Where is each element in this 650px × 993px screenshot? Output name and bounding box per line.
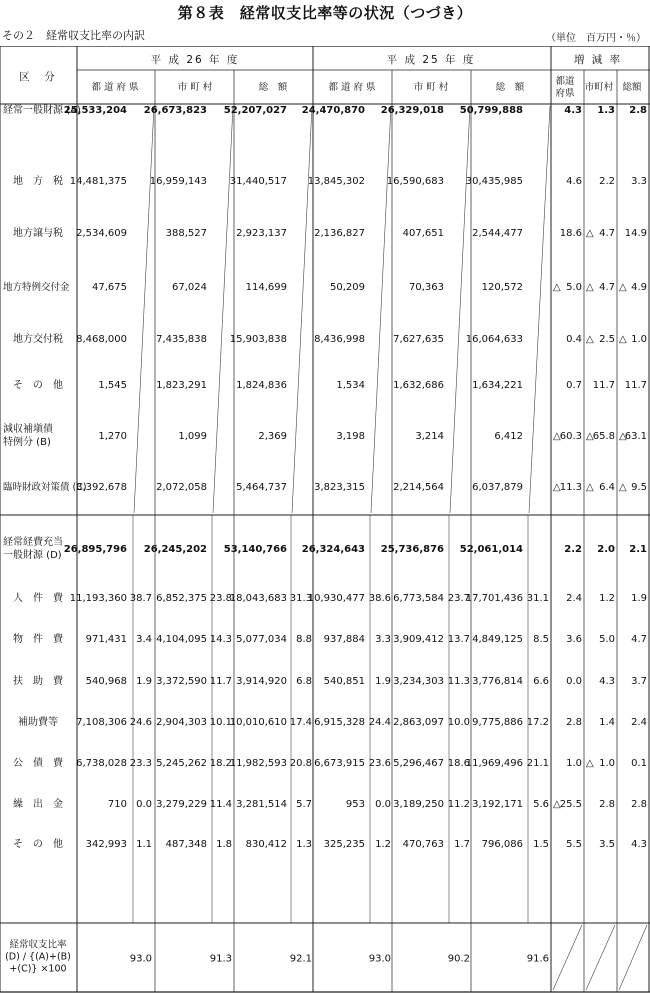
change-value: 1.4 [599,717,615,728]
change-value: 9.5 [631,482,647,493]
header-h26-pref: 都 道 府 県 [91,82,139,93]
ratio-value: 91.3 [209,953,232,965]
pct-cell: 24.4 [368,717,391,728]
pct-cell: 17.2 [526,717,549,728]
change-value: 60.3 [559,431,582,442]
amount-cell: 31,440,517 [229,176,287,187]
amount-cell: 17,701,436 [465,593,523,604]
pct-cell: 1.1 [136,839,152,850]
pct-cell: 1.9 [375,676,391,687]
change-sign: △ [586,482,594,493]
pct-cell: 6.6 [533,676,549,687]
pct-cell: 23.8 [209,593,232,604]
amount-cell: 1,824,836 [236,380,287,391]
amount-cell: 114,699 [245,282,287,293]
amount-cell: 25,736,876 [380,544,444,555]
change-value: 4.7 [599,228,615,239]
amount-cell: 3,214 [415,431,444,442]
amount-cell: 5,296,467 [393,758,444,769]
amount-cell: 11,969,496 [465,758,523,769]
change-value: 2.0 [597,544,615,555]
row-label: 補助費等 [18,717,58,728]
amount-cell: 2,369 [258,431,287,442]
amount-cell: 70,363 [409,282,444,293]
pct-cell: 23.6 [368,758,391,769]
amount-cell: 7,435,838 [156,334,207,345]
amount-cell: 2,214,564 [393,482,444,493]
table-subtitle: その２ 経常収支比率の内訳 [2,29,145,42]
ratio-label: +(C)} ×100 [9,963,67,975]
change-value: 2.8 [566,717,582,728]
change-value: 6.4 [599,482,615,493]
header-change-muni: 市町村 [584,82,614,93]
ratio-breakdown-table [0,46,650,993]
change-sign: △ [586,228,594,239]
pct-cell: 21.1 [526,758,549,769]
amount-cell: 2,863,097 [393,717,444,728]
amount-cell: 2,136,827 [314,228,365,239]
ratio-value: 92.1 [289,953,312,965]
row-label: 特例分 (B) [3,437,51,448]
change-value: 2.8 [599,799,615,810]
amount-cell: 796,086 [481,839,523,850]
amount-cell: 3,914,920 [236,676,287,687]
pct-cell: 11.2 [447,799,470,810]
row-label: 地 方 税 [13,176,63,187]
amount-cell: 1,632,686 [393,380,444,391]
amount-cell: 6,915,328 [314,717,365,728]
row-label: 経常経費充当 [3,537,63,548]
pct-cell: 10.0 [447,717,470,728]
change-sign: △ [619,334,627,345]
change-value: 18.6 [559,228,582,239]
amount-cell: 52,207,027 [223,105,287,116]
row-label: そ の 他 [13,380,63,391]
pct-cell: 23.7 [447,593,470,604]
pct-cell: 8.8 [296,634,312,645]
amount-cell: 6,673,915 [314,758,365,769]
pct-cell: 8.5 [533,634,549,645]
amount-cell: 953 [345,799,365,810]
amount-cell: 15,903,838 [229,334,287,345]
amount-cell: 1,545 [98,380,127,391]
amount-cell: 830,412 [245,839,287,850]
header-h26-total: 総 額 [258,82,288,93]
row-label: 地方譲与税 [13,228,63,239]
change-value: 4.6 [566,176,582,187]
pct-cell: 1.7 [454,839,470,850]
pct-cell: 38.6 [368,593,391,604]
row-label: 繰 出 金 [13,799,63,810]
change-value: 1.2 [599,593,615,604]
amount-cell: 3,392,678 [76,482,127,493]
header-change-pref-2: 府県 [555,88,575,99]
amount-cell: 3,776,814 [472,676,523,687]
pct-cell: 18.6 [447,758,470,769]
amount-cell: 8,468,000 [76,334,127,345]
pct-cell: 1.2 [375,839,391,850]
amount-cell: 1,823,291 [156,380,207,391]
change-value: 5.0 [566,282,582,293]
change-value: 2.4 [631,717,647,728]
row-label: 経常一般財源 (A) [3,105,81,116]
amount-cell: 6,738,028 [76,758,127,769]
amount-cell: 53,140,766 [223,544,287,555]
pct-cell: 24.6 [129,717,152,728]
change-sign: △ [553,431,561,442]
pct-cell: 14.3 [209,634,232,645]
pct-cell: 1.8 [216,839,232,850]
change-sign: △ [586,758,594,769]
header-h25-total: 総 額 [495,82,525,93]
change-sign: △ [619,282,627,293]
change-value: 2.4 [566,593,582,604]
amount-cell: 6,773,584 [393,593,444,604]
amount-cell: 5,464,737 [236,482,287,493]
amount-cell: 10,930,477 [307,593,365,604]
ratio-label: (D) / {(A)+(B) [5,951,71,963]
row-label: 公 債 費 [13,758,63,769]
amount-cell: 2,923,137 [236,228,287,239]
amount-cell: 26,673,823 [143,105,207,116]
change-value: 5.5 [566,839,582,850]
change-value: 11.3 [559,482,582,493]
pct-cell: 20.8 [289,758,312,769]
pct-cell: 10.1 [209,717,232,728]
ratio-value: 93.0 [368,953,391,965]
pct-cell: 0.0 [136,799,152,810]
change-value: 3.3 [631,176,647,187]
ratio-label: 経常収支比率 [9,939,67,951]
amount-cell: 16,590,683 [386,176,444,187]
amount-cell: 7,108,306 [76,717,127,728]
change-value: 2.1 [629,544,647,555]
amount-cell: 5,077,034 [236,634,287,645]
amount-cell: 52,061,014 [459,544,523,555]
amount-cell: 26,329,018 [380,105,444,116]
row-label: 減収補塡債 [3,424,53,435]
change-value: 1.3 [597,105,615,116]
amount-cell: 4,849,125 [472,634,523,645]
amount-cell: 3,372,590 [156,676,207,687]
change-value: 3.7 [631,676,647,687]
change-value: 2.2 [564,544,582,555]
ratio-value: 91.6 [526,953,549,965]
change-value: 0.0 [566,676,582,687]
pct-cell: 1.9 [136,676,152,687]
amount-cell: 3,909,412 [393,634,444,645]
change-value: 1.0 [566,758,582,769]
row-label: 一般財源 (D) [3,550,62,561]
change-sign: △ [586,431,594,442]
pct-cell: 0.0 [375,799,391,810]
amount-cell: 7,627,635 [393,334,444,345]
change-value: 4.3 [631,839,647,850]
amount-cell: 710 [107,799,127,810]
change-value: 1.0 [599,758,615,769]
amount-cell: 540,851 [323,676,365,687]
change-value: 0.4 [566,334,582,345]
pct-cell: 11.3 [447,676,470,687]
amount-cell: 2,544,477 [472,228,523,239]
header-change: 増 減 率 [573,54,623,66]
table-title: 第８表 経常収支比率等の状況（つづき） [177,4,473,22]
row-label: そ の 他 [13,839,63,850]
row-label: 地方特例交付金 [3,282,70,293]
pct-cell: 3.3 [375,634,391,645]
pct-cell: 5.7 [296,799,312,810]
pct-cell: 1.3 [296,839,312,850]
change-sign: △ [619,431,627,442]
amount-cell: 5,245,262 [156,758,207,769]
change-value: 2.8 [629,105,647,116]
amount-cell: 120,572 [481,282,523,293]
change-sign: △ [586,282,594,293]
change-sign: △ [586,334,594,345]
amount-cell: 4,104,095 [156,634,207,645]
row-label: 臨時財政対策債 (C) [3,482,87,493]
change-value: 4.9 [631,282,647,293]
pct-cell: 31.1 [526,593,549,604]
pct-cell: 31.3 [289,593,312,604]
amount-cell: 2,904,303 [156,717,207,728]
change-value: 0.7 [566,380,582,391]
ratio-value: 93.0 [129,953,152,965]
amount-cell: 3,279,229 [156,799,207,810]
header-h26: 平 成 26 年 度 [150,54,240,66]
change-value: 4.3 [564,105,582,116]
amount-cell: 3,823,315 [314,482,365,493]
pct-cell: 13.7 [447,634,470,645]
change-value: 3.6 [566,634,582,645]
amount-cell: 3,281,514 [236,799,287,810]
amount-cell: 2,534,609 [76,228,127,239]
amount-cell: 3,234,303 [393,676,444,687]
change-value: 4.3 [599,676,615,687]
amount-cell: 11,982,593 [229,758,287,769]
change-value: 11.7 [624,380,647,391]
unit-note: （単位 百万円・％） [546,33,646,44]
amount-cell: 16,959,143 [149,176,207,187]
amount-cell: 13,845,302 [307,176,365,187]
row-label: 物 件 費 [13,634,63,645]
change-sign: △ [553,282,561,293]
change-value: 3.5 [599,839,615,850]
amount-cell: 30,435,985 [465,176,523,187]
pct-cell: 23.3 [129,758,152,769]
header-kubun: 区 分 [19,71,57,83]
pct-cell: 5.6 [533,799,549,810]
change-value: 4.7 [631,634,647,645]
amount-cell: 25,533,204 [63,105,127,116]
amount-cell: 3,189,250 [393,799,444,810]
header-h25-muni: 市 町 村 [413,82,449,93]
amount-cell: 1,270 [98,431,127,442]
amount-cell: 24,470,870 [301,105,365,116]
amount-cell: 10,010,610 [229,717,287,728]
amount-cell: 1,099 [178,431,207,442]
header-change-total: 総額 [622,82,642,93]
header-h26-muni: 市 町 村 [177,82,213,93]
amount-cell: 50,209 [330,282,365,293]
change-value: 0.1 [631,758,647,769]
amount-cell: 47,675 [92,282,127,293]
amount-cell: 6,037,879 [472,482,523,493]
amount-cell: 388,527 [165,228,207,239]
amount-cell: 9,775,886 [472,717,523,728]
amount-cell: 50,799,888 [459,105,523,116]
pct-cell: 18.2 [209,758,232,769]
change-value: 2.5 [599,334,615,345]
amount-cell: 1,534 [336,380,365,391]
pct-cell: 6.8 [296,676,312,687]
ratio-value: 90.2 [447,953,470,965]
amount-cell: 971,431 [85,634,127,645]
amount-cell: 6,852,375 [156,593,207,604]
change-value: 63.1 [624,431,647,442]
amount-cell: 342,993 [85,839,127,850]
change-value: 5.0 [599,634,615,645]
row-label: 人 件 費 [13,593,63,604]
change-value: 1.9 [631,593,647,604]
row-label: 地方交付税 [13,334,63,345]
change-sign: △ [553,799,561,810]
amount-cell: 487,348 [165,839,207,850]
pct-cell: 3.4 [136,634,152,645]
amount-cell: 6,412 [494,431,523,442]
amount-cell: 325,235 [323,839,365,850]
pct-cell: 38.7 [129,593,152,604]
amount-cell: 16,064,633 [465,334,523,345]
amount-cell: 470,763 [402,839,444,850]
change-value: 2.2 [599,176,615,187]
change-value: 4.7 [599,282,615,293]
amount-cell: 2,072,058 [156,482,207,493]
header-change-pref-1: 都道 [555,76,575,87]
amount-cell: 67,024 [172,282,207,293]
amount-cell: 3,192,171 [472,799,523,810]
change-sign: △ [619,482,627,493]
amount-cell: 14,481,375 [69,176,127,187]
amount-cell: 26,324,643 [301,544,365,555]
amount-cell: 18,043,683 [229,593,287,604]
change-value: 25.5 [559,799,582,810]
amount-cell: 937,884 [323,634,365,645]
amount-cell: 26,245,202 [143,544,207,555]
change-sign: △ [553,482,561,493]
amount-cell: 407,651 [402,228,444,239]
pct-cell: 1.5 [533,839,549,850]
header-h25-pref: 都 道 府 県 [328,82,376,93]
change-value: 65.8 [592,431,615,442]
row-label: 扶 助 費 [13,676,63,687]
amount-cell: 3,198 [336,431,365,442]
pct-cell: 11.4 [209,799,232,810]
amount-cell: 26,895,796 [63,544,127,555]
amount-cell: 8,436,998 [314,334,365,345]
change-value: 14.9 [624,228,647,239]
change-value: 11.7 [592,380,615,391]
header-h25: 平 成 25 年 度 [386,54,476,66]
change-value: 2.8 [631,799,647,810]
amount-cell: 1,634,221 [472,380,523,391]
pct-cell: 17.4 [289,717,312,728]
amount-cell: 11,193,360 [69,593,127,604]
amount-cell: 540,968 [85,676,127,687]
pct-cell: 11.7 [209,676,232,687]
change-value: 1.0 [631,334,647,345]
